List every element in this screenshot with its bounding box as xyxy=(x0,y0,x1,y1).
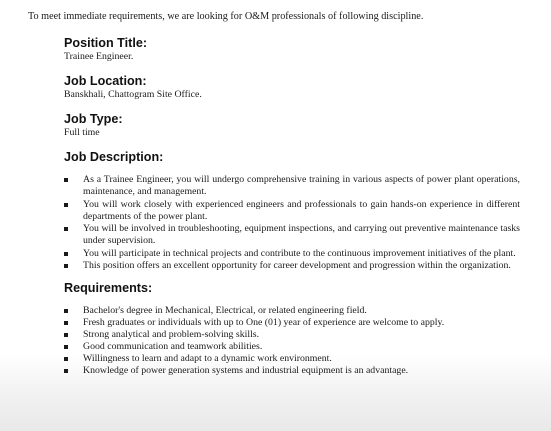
list-item xyxy=(64,199,520,223)
bullet-icon xyxy=(64,203,68,207)
bullet-icon xyxy=(64,252,68,256)
list-item xyxy=(64,260,520,272)
bullet-icon xyxy=(64,369,68,373)
list-item-text: This position offers an excellent opportunity for career development and progression within the organization. xyxy=(83,260,511,271)
list-item-text: You will work closely with experienced engineers and professionals to gain hands-on experience in different departments of the power plant. xyxy=(83,198,520,222)
list-item xyxy=(64,305,520,317)
list-item xyxy=(64,353,520,365)
bullet-icon xyxy=(64,309,68,313)
position-title-heading: Position Title: xyxy=(64,36,148,50)
list-item xyxy=(64,223,520,247)
list-item xyxy=(64,365,520,377)
job-description-list xyxy=(64,174,520,272)
bullet-icon xyxy=(64,357,68,361)
bullet-icon xyxy=(64,321,68,325)
list-item-text: Bachelor's degree in Mechanical, Electrical, or related engineering field. xyxy=(83,305,367,316)
bullet-icon xyxy=(64,333,68,337)
list-item-text: Good communication and teamwork abilities. xyxy=(83,341,263,353)
job-details xyxy=(64,36,533,377)
list-item-text: You will be involved in troubleshooting, equipment inspections, and carrying out preventive maintenance tasks under supervision. xyxy=(83,223,520,246)
list-item-text: Knowledge of power generation systems and industrial equipment is an advantage. xyxy=(83,365,409,377)
list-item xyxy=(64,329,520,341)
list-item-text: As a Trainee Engineer, you will undergo comprehensive training in various aspects of power plant operations, maintenance, and management. xyxy=(83,174,520,197)
bullet-icon xyxy=(64,178,68,182)
bullet-icon xyxy=(64,227,68,231)
requirements-list xyxy=(64,305,520,377)
job-location-heading: Job Location: xyxy=(64,74,147,88)
intro-text: To meet immediate requirements, we are looking for O&M professionals of following discipline. xyxy=(28,11,424,22)
list-item xyxy=(64,341,520,353)
job-type-heading: Job Type: xyxy=(64,112,123,126)
job-location-value: Banskhali, Chattogram Site Office. xyxy=(64,89,202,100)
list-item xyxy=(64,317,520,329)
list-item-text: Willingness to learn and adapt to a dynamic work environment. xyxy=(83,353,332,365)
list-item xyxy=(64,174,520,198)
requirements-heading: Requirements: xyxy=(64,281,153,295)
bullet-icon xyxy=(64,264,68,268)
job-description-heading: Job Description: xyxy=(64,150,164,164)
list-item-text: Fresh graduates or individuals with up to One (01) year of experience are welcome to apply. xyxy=(83,317,445,329)
position-title-value: Trainee Engineer. xyxy=(64,51,134,62)
bullet-icon xyxy=(64,345,68,349)
job-type-value: Full time xyxy=(64,127,100,138)
list-item-text: Strong analytical and problem-solving skills. xyxy=(83,329,260,341)
list-item xyxy=(64,248,520,260)
list-item-text: You will participate in technical projects and contribute to the continuous improvement initiatives of the plant. xyxy=(83,247,516,259)
